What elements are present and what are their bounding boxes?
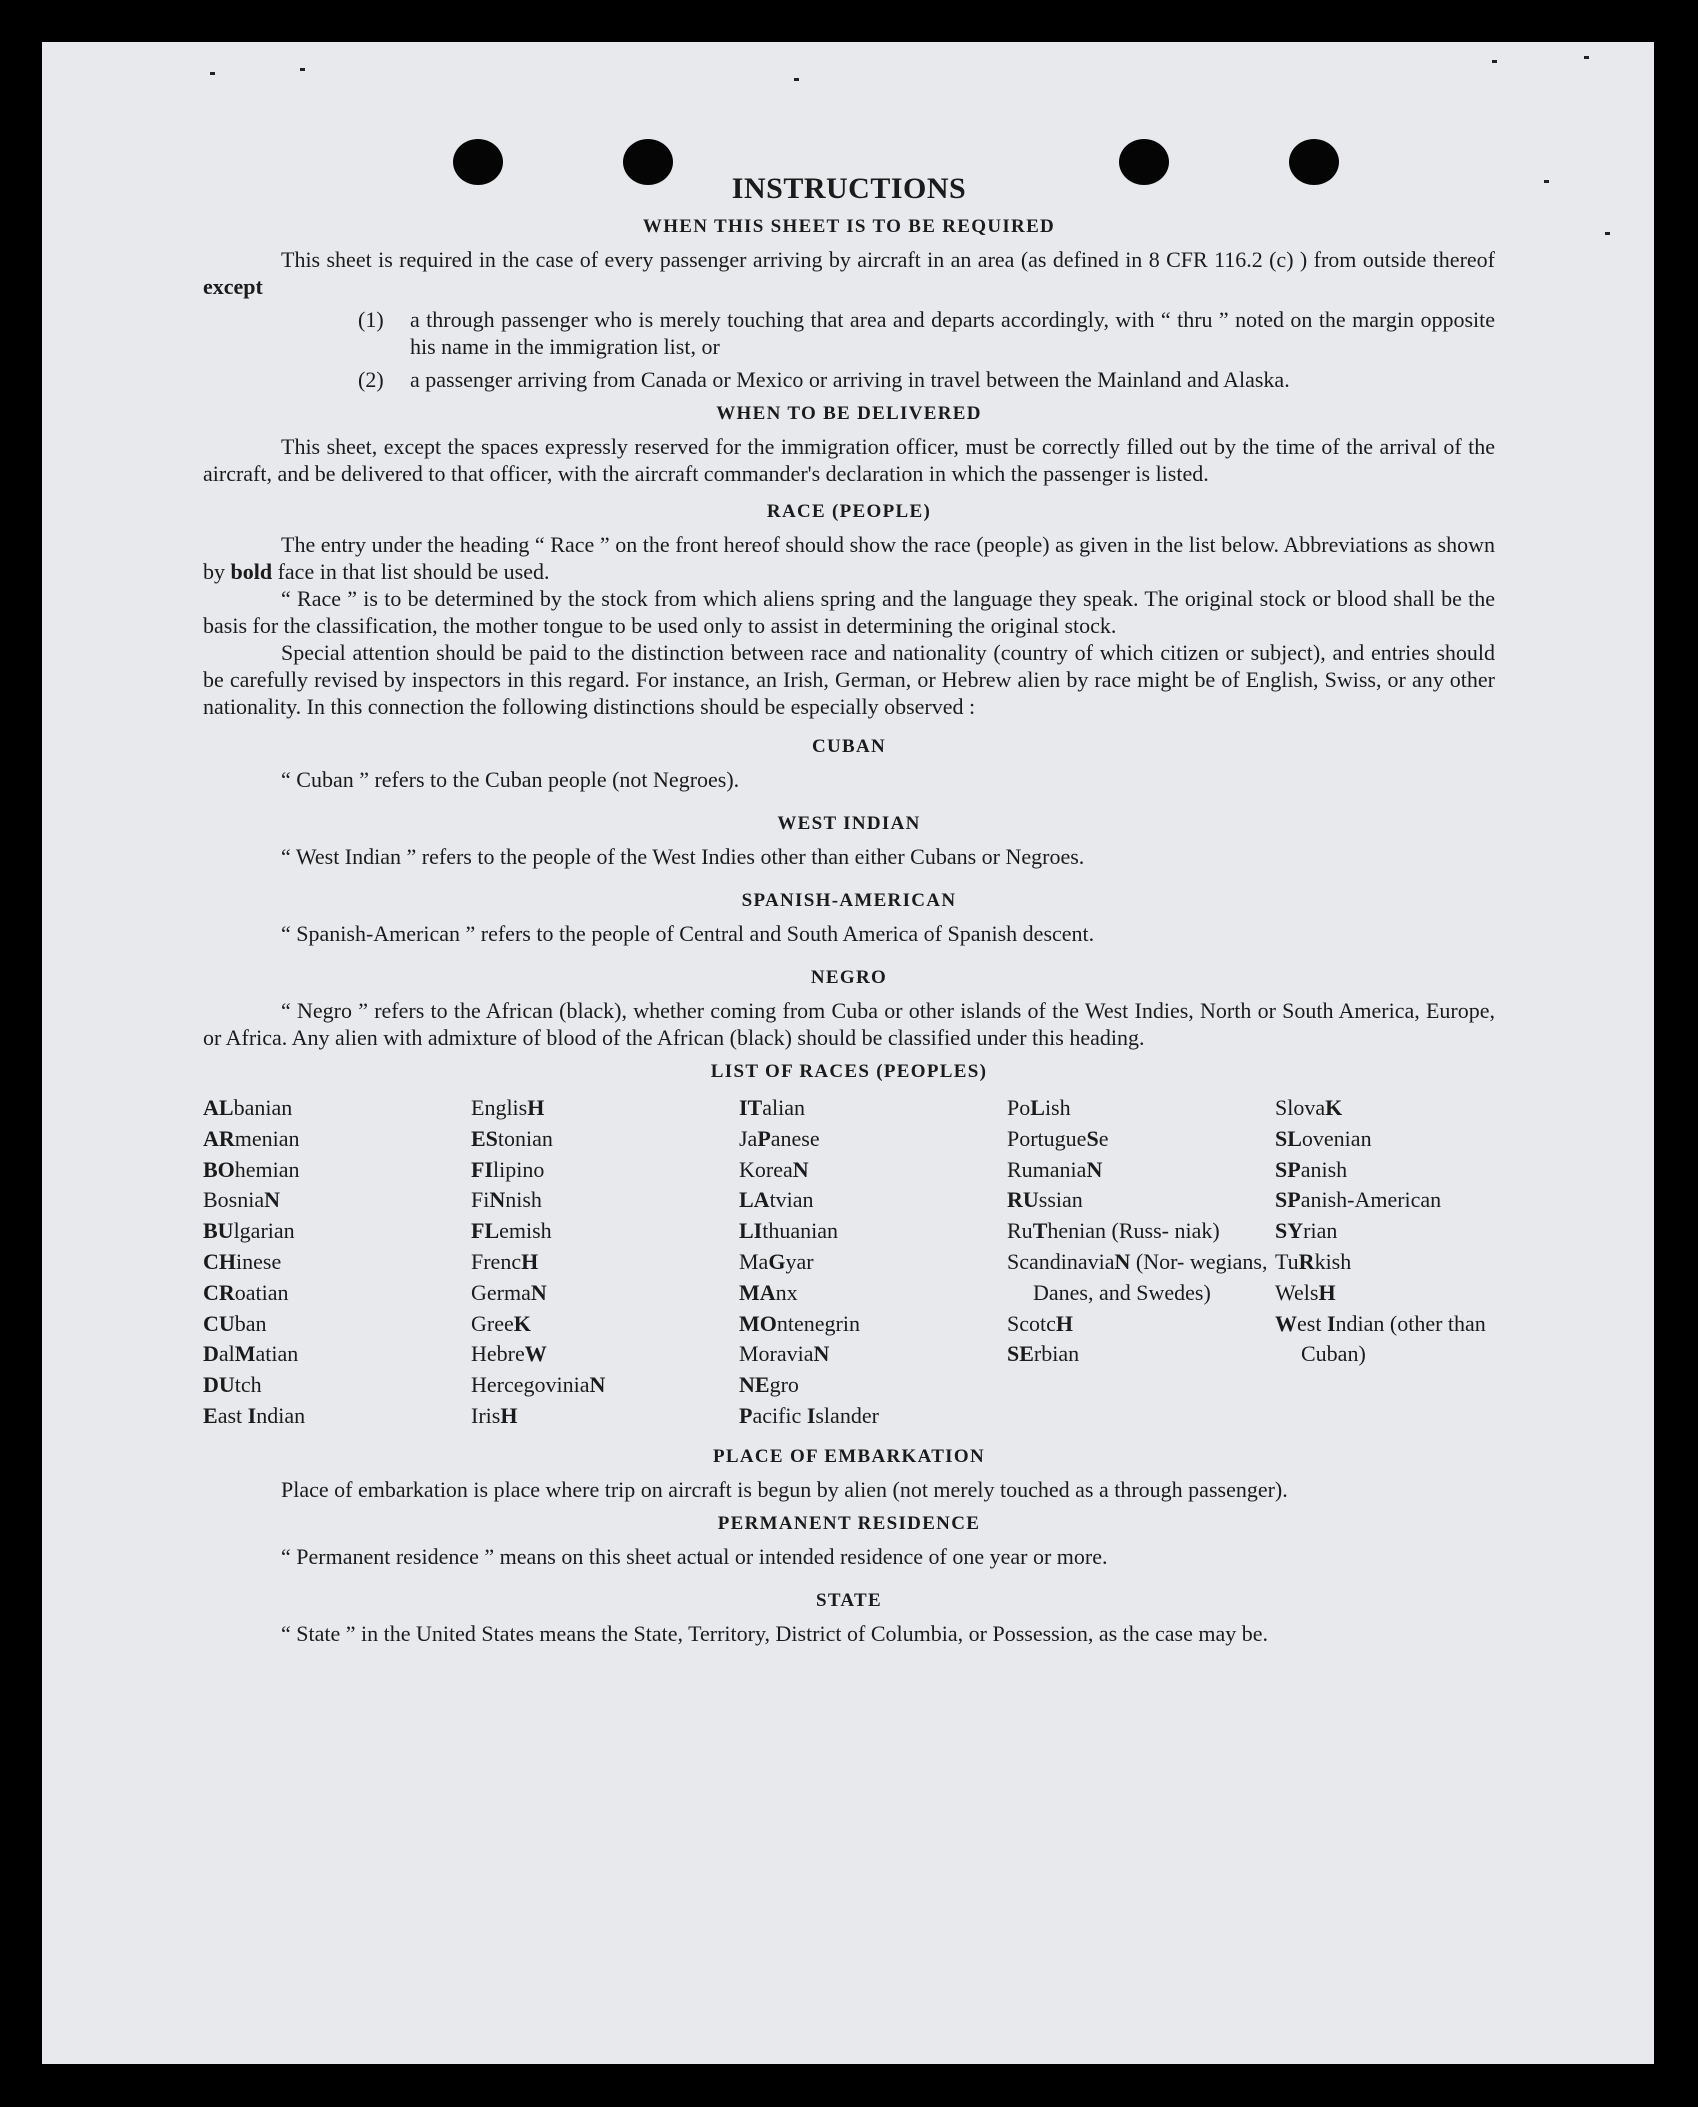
race-text: (Nor- wegians, Danes, and Swedes) bbox=[1033, 1248, 1268, 1305]
race-entry bbox=[471, 1278, 739, 1309]
race-entry bbox=[739, 1124, 1007, 1155]
race-text: Bosnia bbox=[203, 1187, 265, 1213]
race-entry bbox=[1275, 1278, 1495, 1309]
race-entry bbox=[203, 1370, 471, 1401]
race-text: Scandinavia bbox=[1007, 1248, 1115, 1274]
race-abbreviation: N bbox=[264, 1187, 281, 1213]
race-entry bbox=[739, 1401, 1007, 1432]
race-text: ndian (other than Cuban) bbox=[1301, 1310, 1486, 1367]
race-text: Hercegovinia bbox=[471, 1372, 590, 1398]
race-entry bbox=[739, 1309, 1007, 1340]
race-entry bbox=[1007, 1155, 1275, 1186]
race-abbreviation: E bbox=[203, 1402, 218, 1428]
race-text: ast bbox=[217, 1402, 248, 1428]
race-text: atian bbox=[255, 1341, 299, 1367]
instructions-content bbox=[203, 172, 1495, 1647]
race-abbreviation: SE bbox=[1007, 1341, 1034, 1367]
race-abbreviation: AL bbox=[203, 1095, 234, 1120]
race-text: nx bbox=[775, 1279, 798, 1305]
section-heading-when-delivered: WHEN TO BE DELIVERED bbox=[716, 403, 982, 424]
race-text: tonian bbox=[497, 1125, 553, 1151]
race-text: anish-American bbox=[1300, 1187, 1442, 1213]
race-entry bbox=[1007, 1309, 1275, 1340]
race-entry bbox=[471, 1124, 739, 1155]
race-paragraph: “ Race ” is to be determined by the stock from which aliens spring and the language they speak. The original stock or blood shall be the basis for the classification, the mother tongue to be used only to assist in determining the original stock. bbox=[203, 586, 1495, 638]
race-entry bbox=[1275, 1216, 1495, 1247]
race-text: nish bbox=[505, 1187, 542, 1213]
race-entry bbox=[471, 1247, 739, 1278]
race-abbreviation: H bbox=[521, 1248, 539, 1274]
race-entry bbox=[203, 1309, 471, 1340]
race-abbreviation: H bbox=[1318, 1279, 1336, 1305]
race-text: ish bbox=[1044, 1095, 1071, 1120]
race-abbreviation: SP bbox=[1275, 1187, 1301, 1213]
race-entry bbox=[739, 1370, 1007, 1401]
race-text: tvian bbox=[769, 1187, 814, 1213]
race-text: alian bbox=[762, 1095, 806, 1120]
race-abbreviation: SY bbox=[1275, 1218, 1304, 1244]
race-entry bbox=[1275, 1309, 1495, 1371]
race-entry bbox=[1007, 1247, 1275, 1309]
race-entry bbox=[471, 1185, 739, 1216]
race-entry bbox=[739, 1339, 1007, 1370]
negro-text: “ Negro ” refers to the African (black), whether coming from Cuba or other islands of the West Indies, North or South America, Europe, or Africa. Any alien with admixture of blood of the African (black) should be classified under this heading. bbox=[203, 998, 1495, 1050]
race-text: tch bbox=[234, 1372, 262, 1398]
race-entry bbox=[1007, 1093, 1275, 1124]
race-entry bbox=[739, 1155, 1007, 1186]
race-text: Scotc bbox=[1007, 1310, 1056, 1336]
race-abbreviation: RU bbox=[1007, 1187, 1039, 1213]
speck bbox=[300, 68, 305, 71]
race-text: Germa bbox=[471, 1279, 531, 1305]
race-text: ndian bbox=[256, 1402, 306, 1428]
race-text: Frenc bbox=[471, 1248, 522, 1274]
race-text: banian bbox=[233, 1095, 293, 1120]
race-text: henian (Russ- niak) bbox=[1047, 1218, 1220, 1244]
race-text: rian bbox=[1303, 1218, 1338, 1244]
race-text: anese bbox=[770, 1125, 820, 1151]
race-abbreviation: BO bbox=[203, 1156, 235, 1182]
race-abbreviation: L bbox=[1030, 1095, 1045, 1120]
race-entry bbox=[1007, 1124, 1275, 1155]
race-text: Korea bbox=[739, 1156, 793, 1182]
race-column bbox=[471, 1093, 739, 1432]
section-heading-negro: NEGRO bbox=[810, 967, 888, 988]
speck bbox=[1492, 60, 1497, 63]
race-entry bbox=[1007, 1216, 1275, 1247]
race-entry bbox=[471, 1216, 739, 1247]
race-entry bbox=[471, 1339, 739, 1370]
race-paragraph: The entry under the heading “ Race ” on the front hereof should show the race (people) as given in the list below. Abbreviations as shown by bold face in that list should be used. bbox=[203, 532, 1495, 584]
race-abbreviation: NE bbox=[739, 1372, 770, 1398]
race-entry bbox=[1007, 1339, 1275, 1370]
race-abbreviation: BU bbox=[203, 1218, 234, 1244]
when-delivered-text: This sheet, except the spaces expressly reserved for the immigration officer, must be correctly filled out by the time of the arrival of the aircraft, and be delivered to that officer, with the aircraft commander's declaration in which the passenger is listed. bbox=[203, 434, 1495, 486]
speck bbox=[1544, 180, 1549, 183]
race-abbreviation: T bbox=[1032, 1218, 1048, 1244]
race-text: Rumania bbox=[1007, 1156, 1087, 1182]
race-text: menian bbox=[234, 1125, 300, 1151]
race-entry bbox=[203, 1155, 471, 1186]
page-title: INSTRUCTIONS bbox=[731, 172, 967, 205]
race-text: ban bbox=[234, 1310, 267, 1336]
speck bbox=[1605, 232, 1610, 235]
race-entry bbox=[739, 1247, 1007, 1278]
race-text: Portugue bbox=[1007, 1125, 1087, 1151]
race-text: inese bbox=[236, 1248, 282, 1274]
race-text: rbian bbox=[1033, 1341, 1080, 1367]
race-entry bbox=[203, 1339, 471, 1370]
race-entry bbox=[203, 1216, 471, 1247]
race-abbreviation: H bbox=[500, 1402, 518, 1428]
race-abbreviation: I bbox=[1326, 1310, 1336, 1336]
permanent-residence-text: “ Permanent residence ” means on this sheet actual or intended residence of one year or more. bbox=[281, 1543, 1108, 1569]
race-entry bbox=[739, 1185, 1007, 1216]
race-abbreviation: ES bbox=[471, 1125, 498, 1151]
race-abbreviation: K bbox=[513, 1310, 531, 1336]
section-heading-cuban: CUBAN bbox=[811, 736, 887, 757]
race-entry bbox=[203, 1185, 471, 1216]
race-abbreviation: IT bbox=[739, 1095, 763, 1120]
race-abbreviation: AR bbox=[203, 1125, 235, 1151]
race-abbreviation: N bbox=[1086, 1156, 1103, 1182]
race-abbreviation: N bbox=[489, 1187, 506, 1213]
race-abbreviation: W bbox=[1275, 1310, 1297, 1336]
speck bbox=[210, 72, 215, 75]
race-text: slander bbox=[815, 1402, 879, 1428]
race-abbreviation: I bbox=[806, 1402, 816, 1428]
race-abbreviation: MA bbox=[739, 1279, 776, 1305]
race-entry bbox=[1275, 1155, 1495, 1186]
race-text: kish bbox=[1314, 1248, 1352, 1274]
when-required-intro: This sheet is required in the case of every passenger arriving by aircraft in an area (as defined in 8 CFR 116.2 (c) ) from outside thereof except bbox=[203, 247, 1495, 299]
race-text: hemian bbox=[234, 1156, 300, 1182]
section-heading-when-required: WHEN THIS SHEET IS TO BE REQUIRED bbox=[642, 216, 1056, 237]
race-abbreviation: S bbox=[1086, 1125, 1099, 1151]
race-entry bbox=[203, 1278, 471, 1309]
race-text: Gree bbox=[471, 1310, 514, 1336]
race-entry bbox=[1275, 1247, 1495, 1278]
section-heading-state: STATE bbox=[816, 1589, 882, 1611]
race-text: thuanian bbox=[762, 1218, 839, 1244]
race-text: Iris bbox=[471, 1402, 501, 1428]
race-entry bbox=[203, 1247, 471, 1278]
race-abbreviation: M bbox=[234, 1341, 256, 1367]
race-entry bbox=[471, 1309, 739, 1340]
race-list bbox=[203, 1093, 1495, 1432]
race-abbreviation: SP bbox=[1275, 1156, 1301, 1182]
race-entry bbox=[203, 1401, 471, 1432]
race-text: ssian bbox=[1038, 1187, 1083, 1213]
state-text: “ State ” in the United States means the State, Territory, District of Columbia, or Possession, as the case may be. bbox=[281, 1620, 1269, 1646]
race-abbreviation: N bbox=[813, 1341, 830, 1367]
race-entry bbox=[1007, 1185, 1275, 1216]
race-text: emish bbox=[499, 1218, 552, 1244]
race-text: oatian bbox=[234, 1279, 289, 1305]
race-text: lipino bbox=[493, 1156, 545, 1182]
race-abbreviation: H bbox=[1055, 1310, 1074, 1336]
race-abbreviation: N bbox=[589, 1372, 606, 1398]
place-of-embarkation-text: Place of embarkation is place where trip on aircraft is begun by alien (not merely touched as a through passenger). bbox=[281, 1476, 1288, 1502]
race-text: Hebre bbox=[471, 1341, 525, 1367]
race-text: Ru bbox=[1007, 1218, 1033, 1244]
race-abbreviation: R bbox=[1298, 1248, 1315, 1274]
race-paragraph: Special attention should be paid to the distinction between race and nationality (country of which citizen or subject), and entries should be carefully revised by inspectors in this regard. For instance, an Irish, German, or Hebrew alien by race might be of English, Swiss, or any other nationality. In this connection the following distinctions should be especially observed : bbox=[203, 640, 1495, 719]
section-heading-race: RACE (PEOPLE) bbox=[766, 501, 932, 522]
race-abbreviation: DU bbox=[203, 1372, 235, 1398]
race-entry bbox=[471, 1401, 739, 1432]
race-entry bbox=[1275, 1093, 1495, 1124]
race-entry bbox=[1275, 1124, 1495, 1155]
race-abbreviation: CU bbox=[203, 1310, 235, 1336]
race-column bbox=[739, 1093, 1007, 1432]
race-entry bbox=[1275, 1185, 1495, 1216]
race-abbreviation: FL bbox=[471, 1218, 500, 1244]
west-indian-text: “ West Indian ” refers to the people of the West Indies other than either Cubans or Negroes. bbox=[281, 844, 1085, 869]
race-abbreviation: N bbox=[530, 1279, 547, 1305]
section-heading-list-of-races: LIST OF RACES (PEOPLES) bbox=[710, 1061, 988, 1082]
race-entry bbox=[203, 1124, 471, 1155]
race-abbreviation: G bbox=[768, 1248, 786, 1274]
race-abbreviation: SL bbox=[1275, 1125, 1302, 1151]
race-entry bbox=[739, 1278, 1007, 1309]
race-abbreviation: P bbox=[739, 1402, 753, 1428]
race-abbreviation: CH bbox=[203, 1248, 236, 1274]
race-entry bbox=[471, 1155, 739, 1186]
race-abbreviation: LA bbox=[739, 1187, 770, 1213]
race-text: gro bbox=[769, 1372, 799, 1398]
exception-item: (2) a passenger arriving from Canada or Mexico or arriving in travel between the Mainland and Alaska. bbox=[358, 367, 1290, 392]
race-abbreviation: FI bbox=[471, 1156, 493, 1182]
race-abbreviation: N bbox=[792, 1156, 809, 1182]
speck bbox=[1584, 56, 1589, 59]
race-abbreviation: I bbox=[247, 1402, 257, 1428]
race-text: ovenian bbox=[1301, 1125, 1372, 1151]
race-entry bbox=[739, 1216, 1007, 1247]
cuban-text: “ Cuban ” refers to the Cuban people (not Negroes). bbox=[281, 767, 740, 792]
race-text: lgarian bbox=[233, 1218, 295, 1244]
section-heading-spanish-american: SPANISH-AMERICAN bbox=[741, 890, 957, 911]
race-abbreviation: LI bbox=[739, 1218, 763, 1244]
section-heading-place-of-embarkation: PLACE OF EMBARKATION bbox=[713, 1445, 985, 1467]
section-heading-west-indian: WEST INDIAN bbox=[777, 813, 921, 834]
speck bbox=[794, 78, 799, 81]
race-text: yar bbox=[785, 1248, 814, 1274]
race-text: Wels bbox=[1275, 1279, 1319, 1305]
race-abbreviation: K bbox=[1325, 1095, 1343, 1120]
race-abbreviation: H bbox=[527, 1095, 545, 1120]
exception-item: (1) a through passenger who is merely touching that area and departs accordingly, with “ thru ” noted on the margin opposite his name in the immigration list, or bbox=[358, 307, 1495, 359]
race-text: Slova bbox=[1275, 1095, 1326, 1120]
race-text: Po bbox=[1007, 1095, 1031, 1120]
race-column bbox=[203, 1093, 471, 1432]
race-abbreviation: P bbox=[757, 1125, 771, 1151]
race-text: acific bbox=[752, 1402, 807, 1428]
race-text: Englis bbox=[471, 1095, 528, 1120]
race-abbreviation: D bbox=[203, 1341, 219, 1367]
race-text: al bbox=[218, 1341, 235, 1367]
race-column bbox=[1007, 1093, 1275, 1432]
race-entry bbox=[203, 1093, 471, 1124]
race-text: Moravia bbox=[739, 1341, 814, 1367]
race-entry bbox=[471, 1093, 739, 1124]
spanish-american-text: “ Spanish-American ” refers to the people of Central and South America of Spanish descent. bbox=[281, 921, 1095, 946]
race-entry bbox=[471, 1370, 739, 1401]
race-text: Fi bbox=[471, 1187, 490, 1213]
race-text: e bbox=[1098, 1125, 1109, 1151]
race-text: Tu bbox=[1275, 1248, 1299, 1274]
race-abbreviation: CR bbox=[203, 1279, 235, 1305]
race-text: Ja bbox=[739, 1125, 758, 1151]
race-entry bbox=[739, 1093, 1007, 1124]
race-abbreviation: W bbox=[524, 1341, 547, 1367]
race-text: Ma bbox=[739, 1248, 769, 1274]
race-abbreviation: MO bbox=[739, 1310, 777, 1336]
race-abbreviation: N bbox=[1114, 1248, 1131, 1274]
race-text: ntenegrin bbox=[776, 1310, 860, 1336]
race-text: est bbox=[1297, 1310, 1327, 1336]
race-text: anish bbox=[1300, 1156, 1348, 1182]
section-heading-permanent-residence: PERMANENT RESIDENCE bbox=[717, 1512, 981, 1534]
race-column bbox=[1275, 1093, 1495, 1432]
